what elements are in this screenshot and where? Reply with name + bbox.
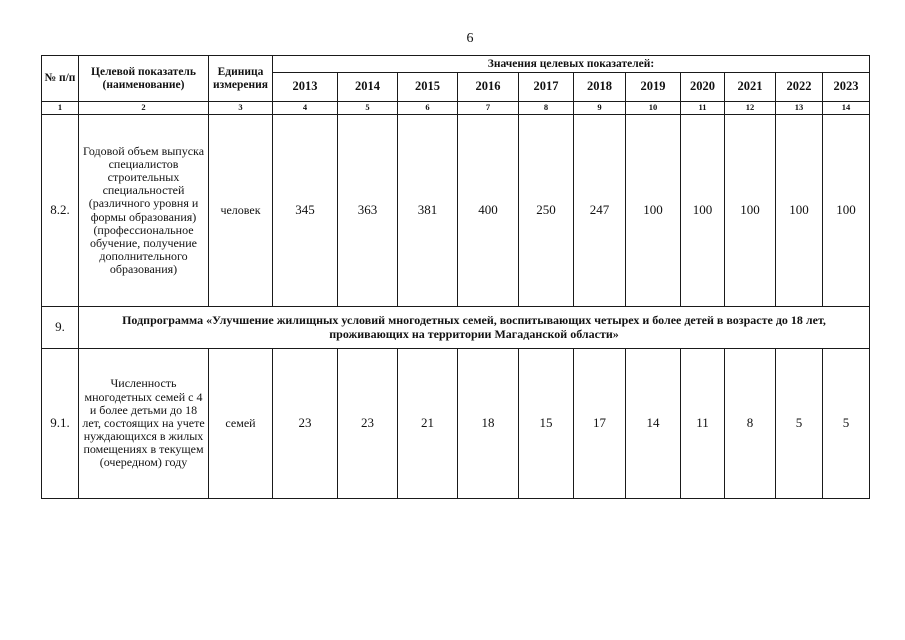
column-number: 5 [338,102,398,115]
year-header: 2013 [273,73,338,102]
year-header: 2022 [776,73,823,102]
column-number: 1 [42,102,79,115]
value-cell: 381 [398,115,458,307]
value-cell: 100 [681,115,725,307]
indicator-name: Численность многодетных семей с 4 и более детьми до 18 лет, состоящих на учете нуждающихся в жилых помещениях в текущем (очередном) году [79,349,209,499]
header-values-group: Значения целевых показателей: [273,56,870,73]
year-header: 2023 [823,73,870,102]
year-header: 2017 [519,73,574,102]
value-cell: 400 [458,115,519,307]
column-number: 6 [398,102,458,115]
column-number: 10 [626,102,681,115]
value-cell: 345 [273,115,338,307]
header-indicator: Целевой показатель (наименование) [79,56,209,102]
column-number: 14 [823,102,870,115]
row-number: 8.2. [42,115,79,307]
unit-cell: человек [209,115,273,307]
value-cell: 100 [626,115,681,307]
value-cell: 11 [681,349,725,499]
header-unit: Единица измерения [209,56,273,102]
column-number: 9 [574,102,626,115]
year-header: 2018 [574,73,626,102]
page-number: 6 [466,31,474,46]
value-cell: 5 [823,349,870,499]
header-num: № п/п [42,56,79,102]
row-number: 9. [42,307,79,349]
value-cell: 17 [574,349,626,499]
value-cell: 250 [519,115,574,307]
value-cell: 100 [776,115,823,307]
target-indicators-table [41,55,870,499]
value-cell: 363 [338,115,398,307]
value-cell: 15 [519,349,574,499]
value-cell: 23 [273,349,338,499]
subprogram-row [42,307,870,349]
column-number: 4 [273,102,338,115]
table-row [42,115,870,307]
unit-cell: семей [209,349,273,499]
column-number: 13 [776,102,823,115]
row-number: 9.1. [42,349,79,499]
value-cell: 21 [398,349,458,499]
table-row [42,349,870,499]
value-cell: 18 [458,349,519,499]
year-header: 2019 [626,73,681,102]
value-cell: 8 [725,349,776,499]
column-number-row [42,102,870,115]
value-cell: 247 [574,115,626,307]
column-number: 2 [79,102,209,115]
column-number: 7 [458,102,519,115]
header-row-1 [42,56,870,73]
column-number: 8 [519,102,574,115]
value-cell: 100 [725,115,776,307]
year-header: 2021 [725,73,776,102]
value-cell: 5 [776,349,823,499]
indicator-name: Годовой объем выпуска специалистов строительных специальностей (различного уровня и формы образования) (профессиональное обучение, получение дополнительного образования) [79,115,209,307]
column-number: 11 [681,102,725,115]
column-number: 3 [209,102,273,115]
year-header: 2014 [338,73,398,102]
value-cell: 100 [823,115,870,307]
year-header: 2015 [398,73,458,102]
year-header: 2020 [681,73,725,102]
value-cell: 23 [338,349,398,499]
subprogram-title: Подпрограмма «Улучшение жилищных условий многодетных семей, воспитывающих четырех и более детей в возрасте до 18 лет, проживающих на территории Магаданской области» [79,307,870,349]
column-number: 12 [725,102,776,115]
year-header: 2016 [458,73,519,102]
value-cell: 14 [626,349,681,499]
